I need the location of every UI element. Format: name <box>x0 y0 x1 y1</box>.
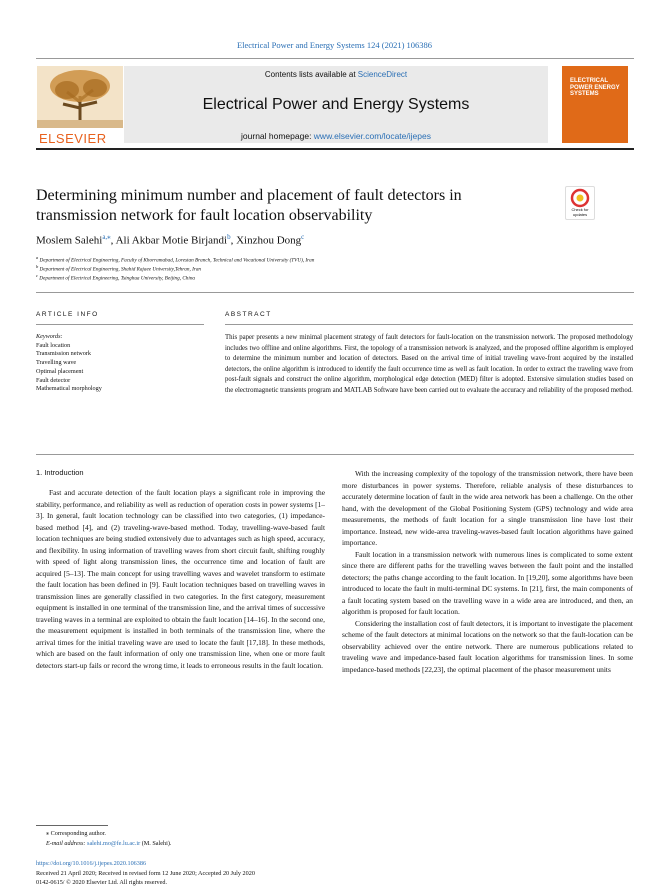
affil-text: Department of Electrical Engineering, Shahid Rajaee University,Tehran, Iran <box>39 266 202 273</box>
journal-title: Electrical Power and Energy Systems <box>202 96 470 113</box>
divider <box>36 454 634 455</box>
affiliation <box>36 273 195 282</box>
journal-reference[interactable]: Electrical Power and Energy Systems 124 (2021) 106386 <box>236 40 433 50</box>
footnotes <box>46 829 171 848</box>
check-updates-icon <box>566 187 594 209</box>
contents-prefix: Contents lists available at <box>264 70 358 79</box>
publication-info <box>36 859 255 888</box>
paragraph: With the increasing complexity of the topology of the transmission network, there have been more disturbances in power systems. Therefore, reliable analysis of these disturbances to accurately determine location of fault in the wide area network has been a challenge. On the other hand, with the development of the Global Positioning System (GPS) technology and wide area measurements, the methods of fault location for a single transmission line have lost their importance. Instead, new wide-area traveling-waves-based fault location algorithms have gained importance. <box>342 469 633 547</box>
author-affil-marker[interactable]: a,⁎ <box>102 233 111 241</box>
email-link[interactable]: salehi.mo@fe.lu.ac.ir <box>87 839 141 847</box>
divider <box>36 58 634 59</box>
journal-cover-image[interactable] <box>562 66 628 143</box>
body-column-left <box>36 487 325 671</box>
contents-line <box>124 70 548 79</box>
divider <box>36 292 634 293</box>
copyright: 0142-0615/ © 2020 Elsevier Ltd. All rights reserved. <box>36 879 168 886</box>
divider <box>36 324 204 325</box>
affiliation <box>36 255 314 264</box>
affil-marker: a <box>36 255 39 260</box>
author-affil-marker[interactable]: b <box>227 233 231 241</box>
keyword: Transmission network <box>36 350 91 358</box>
homepage-link[interactable]: www.elsevier.com/locate/ijepes <box>313 131 431 141</box>
body-column-right <box>342 468 633 675</box>
keyword: Fault detector <box>36 376 71 384</box>
author-affil-marker[interactable]: c <box>301 233 305 241</box>
affil-marker: c <box>36 273 38 278</box>
paragraph: Considering the installation cost of fault detectors, it is important to investigate the placement scheme of the fault detectors at minimal locations on the network so that the fault-location can be observability achieved over the entire network. There are numerous publications related to traveling wave and impedance-based fault location algorithms for transmission lines. In some impedance-based methods [22,23], the optimal placement of the phasor measurement units <box>342 618 633 674</box>
homepage-line <box>124 131 548 141</box>
author-name[interactable]: Moslem Salehi <box>36 234 103 247</box>
paragraph: Fast and accurate detection of the fault location plays a significant role in improving the stability, performance, and reliability as well as reduction of operation costs in power systems [1–3]. In general, fault location technology can be classified into two categories, (1) impedance-based method [4], and (2) traveling-wave-based method. Today, travelling-wave-based fault location techniques are being studied extensively due to advantages such as high speed, accuracy, and flexibility. In using information of travelling waves from short circuit fault, shifting roughly with speed of light along transmission lines, the occurrence time and location of fault are acquired [5–13]. The main concept for using travelling waves and wavelet transform to estimate the fault location has been defined in [9]. Fault location techniques based on travelling waves in transmission lines are generally classified in two categories. In the first category, measurement equipment is installed in one terminal of the transmission line, and the arrival times of successive traveling waves in a terminal are exploited to obtain the fault location [14–16]. In the second one, the measurement equipment is installed in both terminals of the transmission line, where the arrival times for the initial traveling wave are used to locate the fault [17,18]. In these methods, which are based on the fault information of only one transmission line, when one or more fault detectors start-up fails or record the wrong time, it leads to erroneous results in the fault location. <box>36 488 325 670</box>
author-list: Moslem Salehi$^{a,⁎}$, Ali Akbar Motie Birjandi$^b$, Xinzhou Dong$^c$ <box>36 233 305 247</box>
title-line-2: transmission network for fault location observability <box>36 207 373 224</box>
affiliation <box>36 264 201 273</box>
keyword: Optimal placement <box>36 367 84 375</box>
keywords-list <box>36 333 102 394</box>
keyword: Travelling wave <box>36 359 77 367</box>
abstract-heading: ABSTRACT <box>225 311 272 318</box>
affil-marker: b <box>36 264 39 269</box>
author-name[interactable]: Ali Akbar Motie Birjandi <box>115 234 228 247</box>
title-line-1: Determining minimum number and placement of fault detectors in <box>36 187 462 204</box>
corresponding-author-note: ⁎ Corresponding author. <box>46 830 106 837</box>
section-heading-introduction: 1. Introduction <box>36 468 84 477</box>
affil-text: Department of Electrical Engineering, Tsinghua University, Beijing, China <box>39 275 196 282</box>
paragraph: Fault location in a transmission network with numerous lines is complicated to some extent since there are different paths for the travelling waves between the fault point and the installed detectors; the paths change according to the fault location. In [19,20], some algorithms have been introduced to locate the fault in multi-terminal DC systems. In [21], first, the main components of a fault locating system based on the travelling wave in a wide area are introduced, and then, an algorithm is proposed for fault location. <box>342 549 633 616</box>
doi-link[interactable]: https://doi.org/10.1016/j.ijepes.2020.106386 <box>36 860 147 867</box>
sciencedirect-link[interactable]: ScienceDirect <box>357 70 408 79</box>
divider <box>36 825 108 826</box>
email-label: E-mail address: <box>46 839 88 847</box>
abstract-body: This paper presents a new minimal placement strategy of fault detectors for fault-location on the transmission network. The proposed methodology includes two offline and online algorithms. First, the topology of a transmission network is analyzed, and the proposed offline algorithm is employed to determine the minimum number and location of detectors. Based on the arrival time of initial traveling wave-front acquired by the installed detectors, the online algorithm is introduced to identify the fault occurrence time as well as fault location. In order to extract the traveling wave from post-fault signals and construct the online algorithm, morphological edge detection (MED) filter is adopted. Extensive simulation studies based on the electromagnetic transients program and MATLAB Software have been carried out to evaluate the accuracy and reliability of the proposed method. <box>225 334 633 394</box>
keywords-heading: Keywords: <box>36 333 63 340</box>
email-note <box>46 839 171 849</box>
divider <box>36 148 634 150</box>
article-title <box>36 186 556 226</box>
homepage-prefix: journal homepage: <box>241 131 314 141</box>
received-dates: Received 21 April 2020; Received in revised form 12 June 2020; Accepted 20 July 2020 <box>36 869 255 877</box>
article-info-heading: ARTICLE INFO <box>36 311 99 318</box>
check-for-updates-button[interactable] <box>565 186 595 220</box>
keyword: Mathematical morphology <box>36 385 102 393</box>
affil-text: Department of Electrical Engineering, Faculty of Khorramabad, Lorestan Branch, Technical and Vocational University (TVU), Iran <box>39 257 315 264</box>
keyword: Fault location <box>36 341 71 349</box>
cover-title: ELECTRICAL POWER ENERGY SYSTEMS <box>570 78 620 97</box>
check-updates-label: Check for updates <box>571 207 589 217</box>
email-suffix: (M. Salehi). <box>140 839 172 847</box>
publisher-logo-text: ELSEVIER <box>39 131 107 146</box>
author-name[interactable]: Xinzhou Dong <box>236 234 302 247</box>
divider <box>225 324 633 325</box>
